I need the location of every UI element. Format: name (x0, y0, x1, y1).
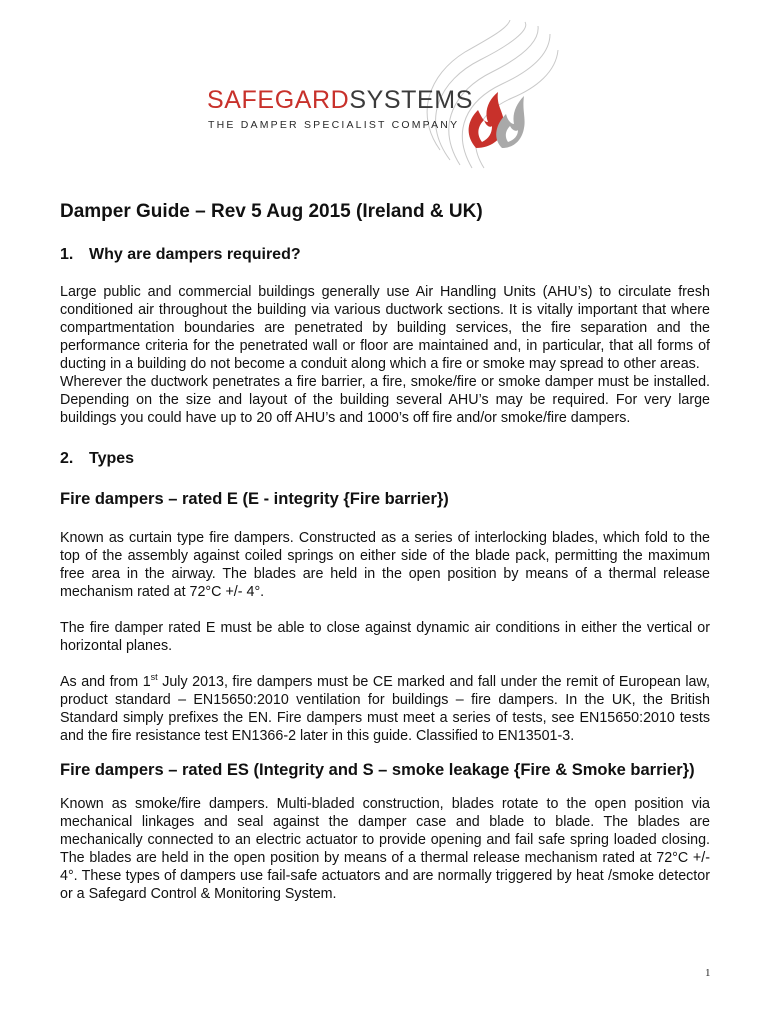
section-2-heading (60, 449, 710, 470)
subsection-e-paragraph-2: The fire damper rated E must be able to close against dynamic air conditions in either the vertical or horizontal planes. (60, 619, 710, 654)
subsection-e-paragraph-3 (60, 673, 710, 745)
para3-post: July 2013, fire dampers must be CE marked and fall under the remit of European law, product standard – EN15650:2010 ventilation for buildings – fire dampers. In the UK, the British Standard simply prefixes the EN. Fire dampers must meet a series of tests, see EN15650:2010 tests and the fire resistance test EN1366-2 later in this guide. Classified to EN13501-3. (60, 673, 711, 744)
document-title: Damper Guide – Rev 5 Aug 2015 (Ireland & UK) (60, 201, 483, 222)
brand-name-red: SAFEGARD (207, 86, 350, 114)
section-2-title: Types (89, 450, 135, 468)
subsection-fire-dampers-e-heading: Fire dampers – rated E (E - integrity {Fire barrier}) (60, 490, 449, 509)
document-body (60, 200, 710, 903)
subsection-es-paragraph-1: Known as smoke/fire dampers. Multi-bladed construction, blades rotate to the open position via mechanical linkages and seal against the damper case and blade to blade. The blades are mechanically connected to an electric actuator to provide opening and fail safe spring loaded closing. The blades are held in the open position by means of a thermal release mechanism rated at 72°C +/- 4°. These types of dampers use fail-safe actuators and are normally triggered by heat /smoke detector or a Safegard Control & Monitoring System. (60, 795, 710, 902)
section-1-number: 1. (60, 245, 74, 263)
brand-logo-text (207, 88, 473, 113)
brand-name-dark: SYSTEMS (349, 86, 473, 114)
para3-superscript: st (150, 671, 158, 682)
subsection-e-paragraph-1: Known as curtain type fire dampers. Constructed as a series of interlocking blades, which fold to the top of the assembly against coiled springs on either side of the blade pack, permitting the maximum free area in the airway. The blades are held in the open position by means of a thermal release mechanism rated at 72°C +/- 4°. (60, 529, 710, 600)
page-number: 1 (705, 967, 711, 979)
subsection-fire-dampers-es-heading: Fire dampers – rated ES (Integrity and S – smoke leakage {Fire & Smoke barrier}) (60, 760, 695, 779)
page-header (0, 0, 768, 180)
section-1-paragraph-2: Wherever the ductwork penetrates a fire barrier, a fire, smoke/fire or smoke damper must be installed. Depending on the size and layout of the building several AHU’s may be required. For very large buildings you could have up to 20 off AHU’s and 1000’s off fire and/or smoke/fire dampers. (60, 374, 710, 427)
brand-tagline: THE DAMPER SPECIALIST COMPANY (208, 119, 460, 131)
para3-pre: As and from 1 (60, 673, 151, 690)
section-1-heading (60, 245, 710, 266)
section-1-title: Why are dampers required? (89, 245, 301, 263)
section-1-paragraph-1: Large public and commercial buildings generally use Air Handling Units (AHU’s) to circulate fresh conditioned air throughout the building via various ductwork sections. It is vitally important that where compartmentation boundaries are penetrated by building services, the fire separation and the performance criteria for the penetrated wall or floor are maintained and, in particular, that all forms of ducting in a building do not become a conduit along which a fire or smoke may spread to other areas. (60, 284, 710, 373)
section-2-number: 2. (60, 450, 74, 468)
